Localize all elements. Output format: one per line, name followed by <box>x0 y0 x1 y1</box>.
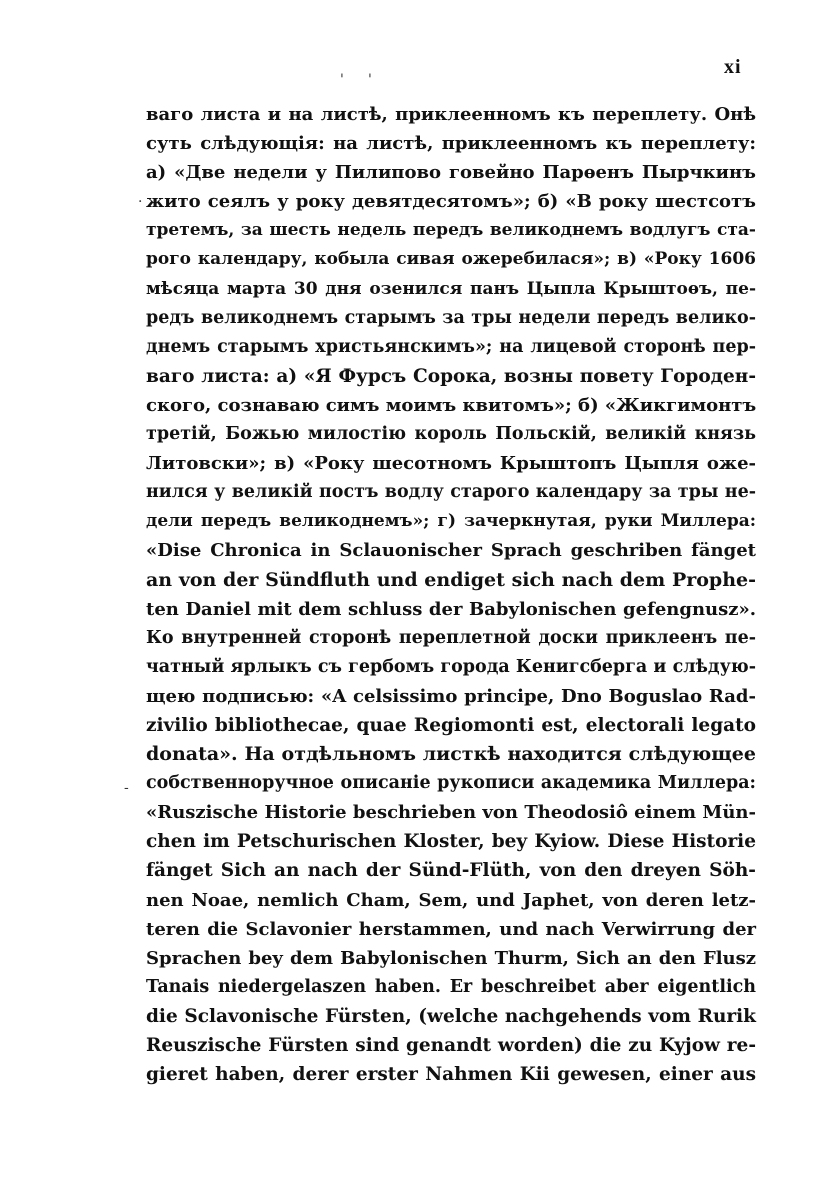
text-line: щею подписью: «A celsissimo principe, Dno Boguslao Rad- <box>146 685 756 707</box>
text-line: an von der Sündfluth und endiget sich nach dem Prophe- <box>146 568 756 591</box>
text-line: Reuszische Fürsten sind genandt worden) die zu Kyjow re- <box>146 1035 756 1056</box>
text-line: Tanais niedergelaszen haben. Er beschreibet aber eigentlich <box>146 976 756 997</box>
text-line: ten Daniel mit dem schluss der Babylonischen gefengnusz». <box>146 598 756 620</box>
text-line: ского, сознаваю симъ моимъ квитомъ»; б) «Жикгимонтъ <box>146 394 757 416</box>
text-line: gieret haben, derer erster Nahmen Kii gewesen, einer aus <box>146 1064 756 1086</box>
text-line: рого календару, кобыла сивая ожеребилася»; в) «Року 1606 <box>146 249 756 270</box>
print-speck: - <box>124 780 129 796</box>
text-line: fänget Sich an nach der Sünd-Flüth, von den dreyen Söh- <box>146 860 756 882</box>
print-speck: · <box>138 194 143 210</box>
text-line: суть слѣдующія: на листѣ, приклеенномъ къ переплету: <box>146 133 756 155</box>
text-line: нилcя у великій постъ водлу старого календару за тры не- <box>146 482 756 503</box>
text-line: собственноручное описаніе рукописи академика Миллера: <box>146 773 756 794</box>
text-line: «Ruszische Historie beschrieben von Theodosiô einem Mün- <box>146 802 756 824</box>
text-line: zivilio bibliothecae, quae Regiomonti est, electorali legato <box>146 714 756 736</box>
text-line: Литовски»; в) «Року шесотномъ Крыштопъ Цыпля оже- <box>146 453 756 475</box>
text-line: третемъ, за шесть недель передъ великоднемъ водлугъ ста- <box>146 220 756 241</box>
text-line: nen Noae, nemlich Cham, Sem, und Japhet, von deren letz- <box>146 889 756 911</box>
text-line: редъ великоднемъ старымъ за тры недели передъ велико- <box>146 307 756 328</box>
text-line: ваго листа: а) «Я Фурсъ Сорока, возны повету Городен- <box>146 365 756 387</box>
text-line: а) «Двe недели у Пилипово говейно Парѳенъ Пырчкинъ <box>146 162 756 184</box>
text-line: мѣсяца марта 30 дня озенился панъ Цыпла Крыштоѳъ, пе- <box>146 278 756 299</box>
text-line: ваго листа и на листѣ, приклеенномъ къ переплету. Онѣ <box>146 104 756 125</box>
text-line: дели передъ великоднемъ»; г) зачеркнутая, руки Миллера: <box>146 511 756 532</box>
page-number: xi <box>724 56 742 78</box>
text-line: die Sclavonische Fürsten, (welche nachgehends vom Rurik <box>146 1005 756 1027</box>
text-line: третій, Божью милостію король Польскій, великій князь <box>146 424 756 445</box>
text-line: chen im Petschurischen Kloster, bey Kyiow. Diese Historie <box>146 831 756 853</box>
text-line: чатный ярлыкъ съ гербомъ города Кенигсберга и слѣдую- <box>146 656 756 677</box>
text-line: Sprachen bey dem Babylonischen Thurm, Sich an den Flusz <box>146 947 756 969</box>
print-speck: ' <box>368 72 372 88</box>
text-line: teren die Sclavonier herstammen, und nach Verwirrung der <box>146 918 756 940</box>
text-line: «Dise Chronica in Sclauonischer Sprach geschriben fänget <box>146 540 756 562</box>
body-text <box>146 100 756 1089</box>
text-line: днемъ старымъ христьянскимъ»; на лицевой сторонѣ пер- <box>146 336 756 357</box>
text-line: Ко внутренней сторонѣ переплетной доски приклеенъ пе- <box>146 627 756 648</box>
print-speck: ' <box>340 72 344 88</box>
text-line: жито сеялъ у року девятдесятомъ»; б) «В року шестсотъ <box>146 191 756 213</box>
text-line: donata». На отдѣльномъ листкѣ находится слѣдующее <box>146 743 756 766</box>
